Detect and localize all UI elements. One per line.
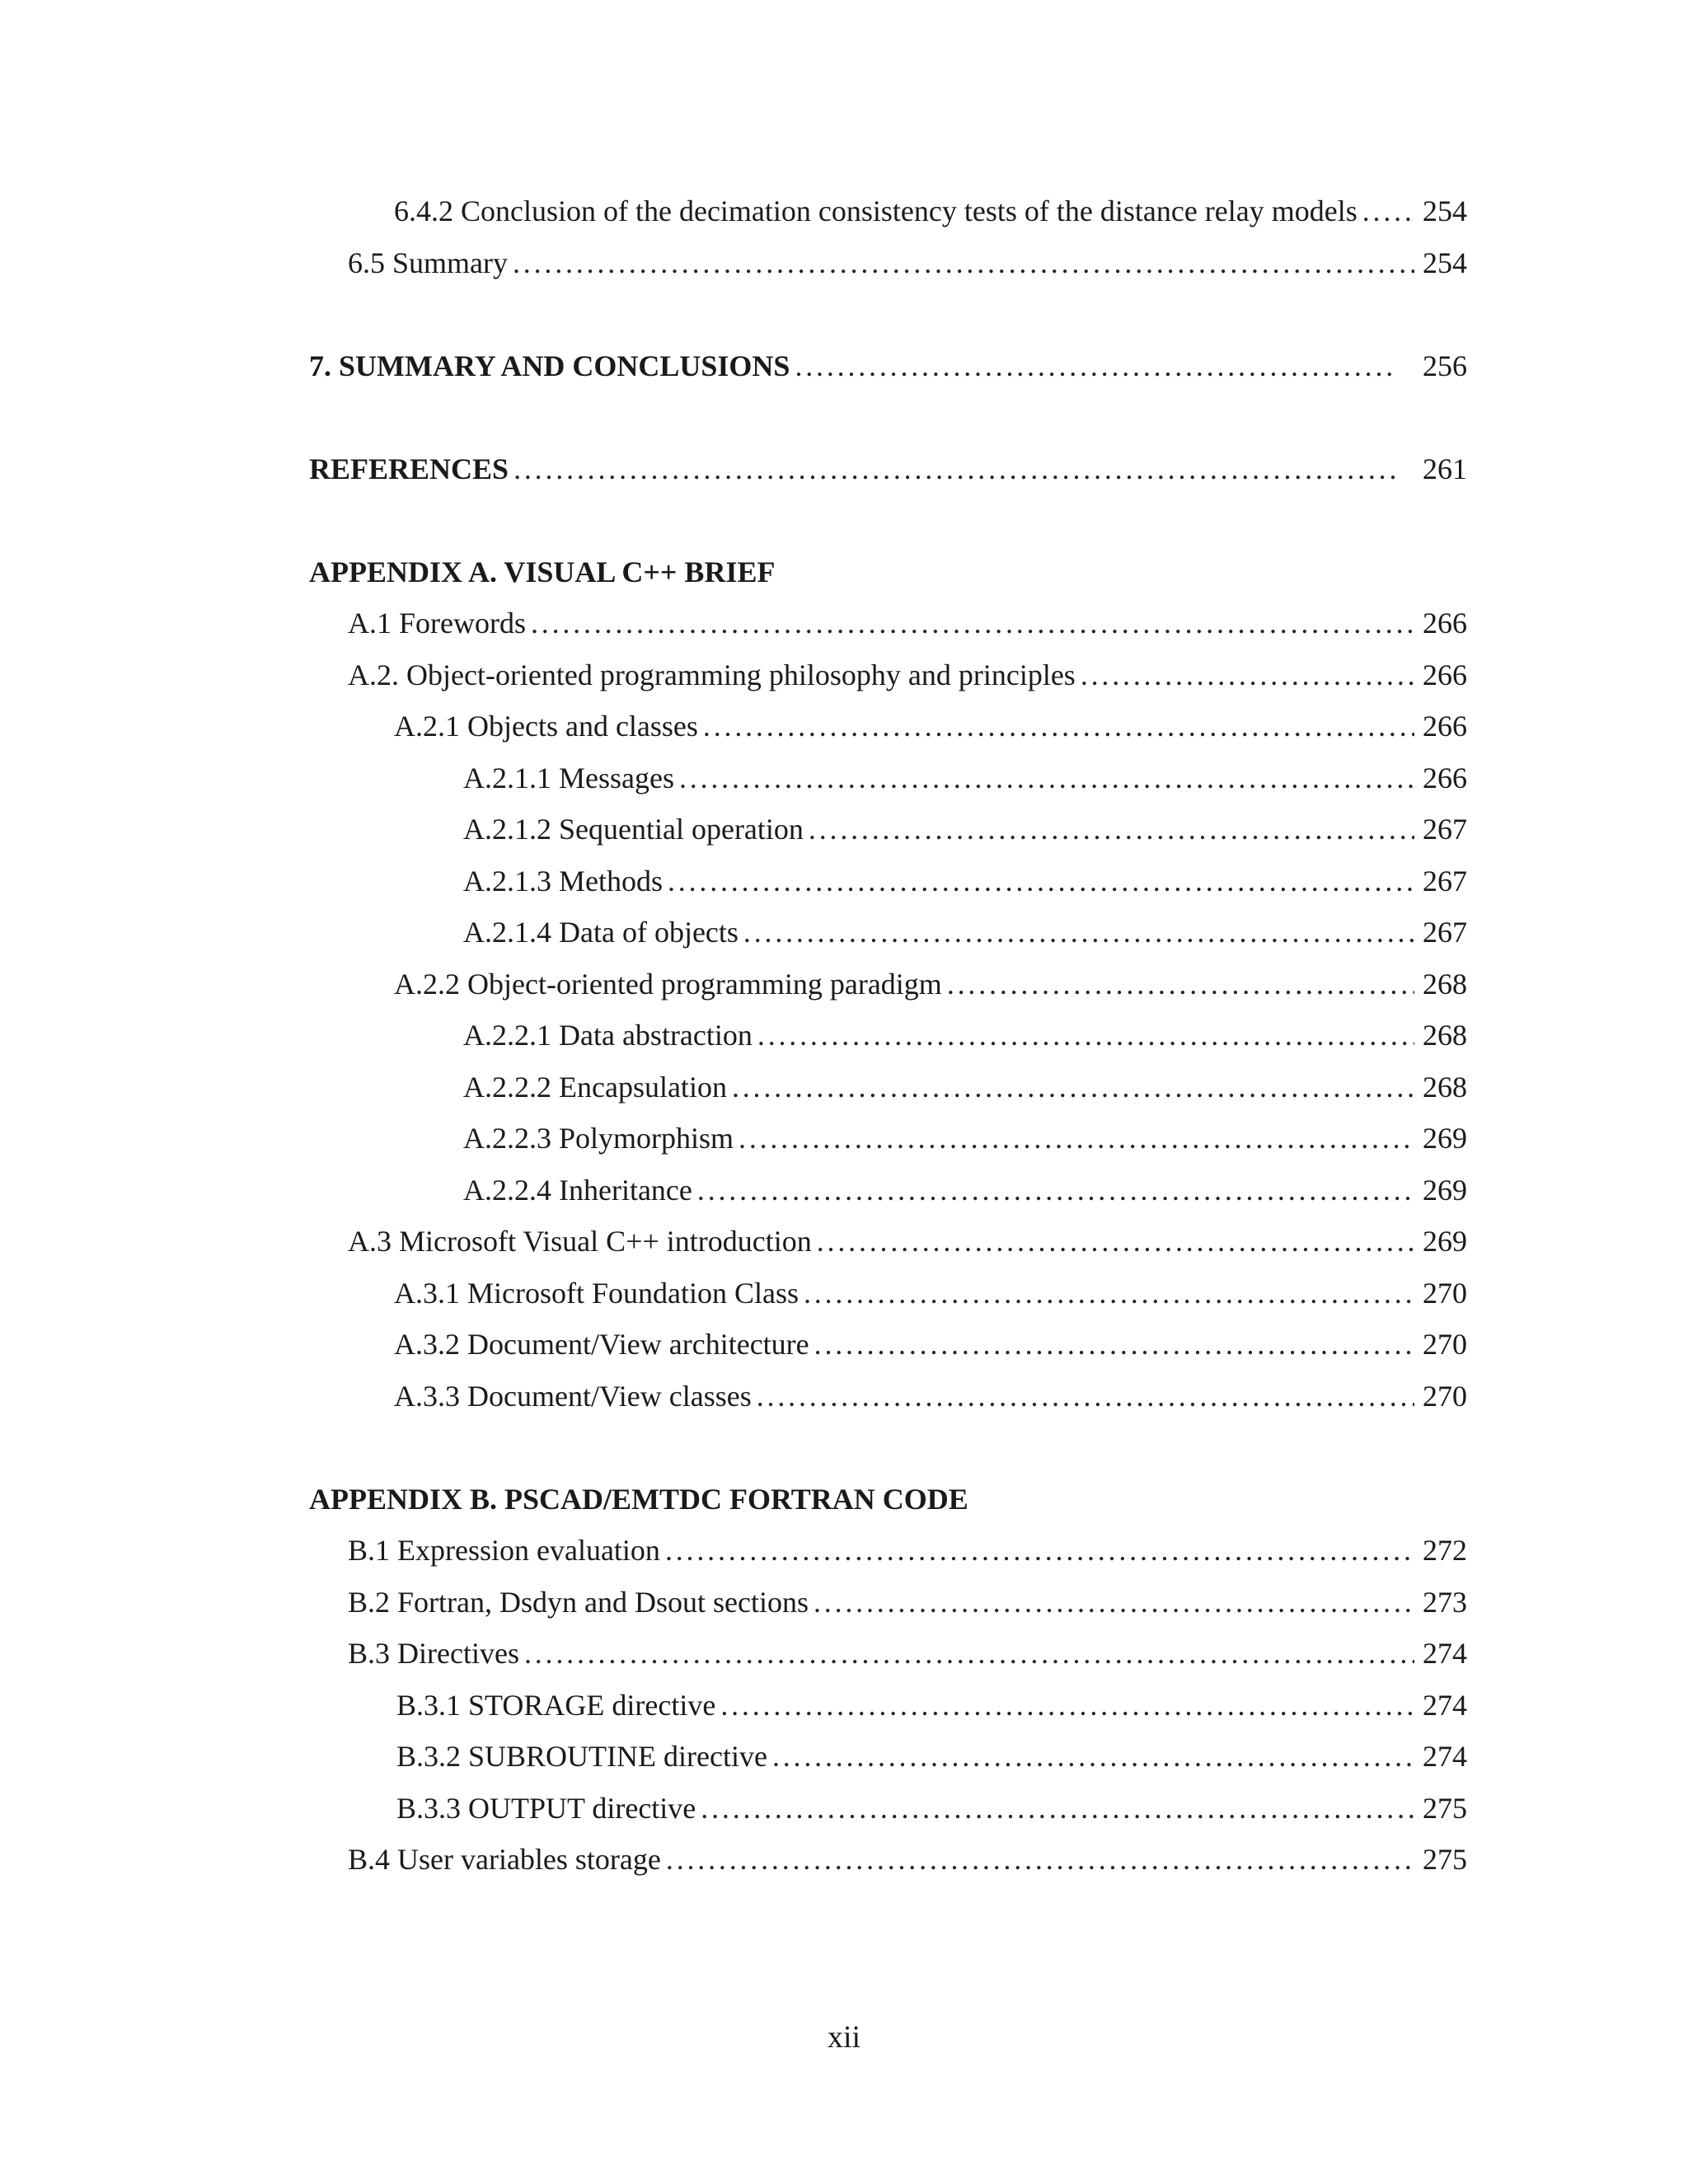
toc-entry xyxy=(348,603,1467,643)
dot-leader xyxy=(814,1324,1414,1364)
toc-entry-label: A.2.2 Object-oriented programming paradigm xyxy=(394,968,942,1001)
toc-entry-page: 266 xyxy=(1423,762,1467,794)
toc-entry-label: 6.5 Summary xyxy=(348,246,508,279)
toc-entry-page: 268 xyxy=(1423,1071,1467,1104)
toc-entry-page: 270 xyxy=(1423,1277,1467,1310)
dot-leader xyxy=(732,1067,1414,1107)
toc-entry-label: A.2.2.3 Polymorphism xyxy=(463,1122,734,1155)
toc-entry-label: B.4 User variables storage xyxy=(348,1843,661,1876)
dot-leader xyxy=(817,1221,1414,1261)
toc-entry xyxy=(394,1273,1467,1313)
toc-entry xyxy=(348,1530,1467,1570)
toc-entry-label: B.3.1 STORAGE directive xyxy=(396,1689,716,1722)
toc-entry xyxy=(394,191,1467,231)
toc-entry-page: 267 xyxy=(1423,865,1467,898)
dot-leader xyxy=(947,964,1414,1004)
dot-leader xyxy=(814,1582,1414,1622)
toc-entry xyxy=(394,1376,1467,1416)
toc-entry-page: 269 xyxy=(1423,1122,1467,1155)
dot-leader xyxy=(804,1273,1414,1313)
toc-entry-page: 274 xyxy=(1423,1689,1467,1722)
toc-entry xyxy=(463,1015,1467,1055)
toc-entry-label: B.3.2 SUBROUTINE directive xyxy=(396,1740,767,1773)
dot-leader xyxy=(531,603,1414,643)
toc-entry-label: A.2.1.4 Data of objects xyxy=(463,916,738,949)
toc-entry-label: B.3 Directives xyxy=(348,1637,519,1670)
toc-entry-page: 274 xyxy=(1423,1637,1467,1670)
toc-entry-page: 268 xyxy=(1423,968,1467,1001)
page-number: xii xyxy=(827,2020,861,2055)
toc-entry-page: 266 xyxy=(1423,607,1467,640)
toc-entry xyxy=(396,1736,1467,1776)
toc-entry-label: 7. SUMMARY AND CONCLUSIONS xyxy=(309,349,790,382)
toc-entry-page: 261 xyxy=(1423,452,1467,485)
toc-entry xyxy=(463,1067,1467,1107)
toc-chapter-entry xyxy=(309,346,1467,386)
toc-entry-label: A.3.3 Document/View classes xyxy=(394,1380,752,1413)
dot-leader xyxy=(513,243,1414,283)
toc-entry-label: A.3 Microsoft Visual C++ introduction xyxy=(348,1225,812,1258)
dot-leader xyxy=(772,1736,1414,1776)
toc-entry-page: 270 xyxy=(1423,1380,1467,1413)
toc-entry-label: A.2.2.4 Inheritance xyxy=(463,1174,692,1207)
toc-entry-page: 269 xyxy=(1423,1174,1467,1207)
dot-leader xyxy=(1081,655,1414,695)
dot-leader xyxy=(738,1118,1414,1158)
toc-entry-label: B.3.3 OUTPUT directive xyxy=(396,1792,696,1825)
dot-leader xyxy=(701,1788,1414,1828)
dot-leader xyxy=(757,1015,1414,1055)
toc-entry-label: A.2.1.2 Sequential operation xyxy=(463,813,804,846)
appendix-heading: APPENDIX A. VISUAL C++ BRIEF xyxy=(309,555,776,588)
toc-entry xyxy=(463,1118,1467,1158)
toc-entry xyxy=(463,758,1467,798)
toc-entry-label: A.3.2 Document/View architecture xyxy=(394,1328,809,1361)
toc-entry-page: 274 xyxy=(1423,1740,1467,1773)
toc-entry xyxy=(463,809,1467,849)
dot-leader xyxy=(666,1840,1414,1879)
toc-entry-label: A.3.1 Microsoft Foundation Class xyxy=(394,1277,799,1310)
toc-entry-label: A.1 Forewords xyxy=(348,607,526,640)
dot-leader xyxy=(703,706,1414,746)
dot-leader xyxy=(809,809,1414,849)
toc-entry-page: 267 xyxy=(1423,916,1467,949)
dot-leader xyxy=(665,1530,1414,1570)
toc-entry xyxy=(348,243,1467,283)
toc-entry-page: 254 xyxy=(1423,246,1467,279)
toc-entry-label: A.2.2.1 Data abstraction xyxy=(463,1019,753,1052)
dot-leader xyxy=(668,861,1414,901)
dot-leader xyxy=(757,1376,1414,1416)
toc-entry-page: 266 xyxy=(1423,710,1467,743)
toc-entry-page: 267 xyxy=(1423,813,1467,846)
toc-entry xyxy=(348,1633,1467,1673)
dot-leader xyxy=(1362,191,1414,231)
dot-leader xyxy=(513,449,1395,489)
toc-entry xyxy=(396,1685,1467,1725)
dot-leader xyxy=(524,1633,1414,1673)
toc-entry xyxy=(463,912,1467,952)
toc-chapter-entry xyxy=(309,449,1467,489)
toc-entry xyxy=(348,1582,1467,1622)
dot-leader xyxy=(743,912,1414,952)
toc-entry-label: A.2. Object-oriented programming philosophy and principles xyxy=(348,658,1076,691)
toc-entry xyxy=(394,706,1467,746)
toc-entry-page: 275 xyxy=(1423,1792,1467,1825)
toc-entry-page: 270 xyxy=(1423,1328,1467,1361)
toc-entry-label: 6.4.2 Conclusion of the decimation consistency tests of the distance relay models xyxy=(394,194,1357,227)
toc-entry-page: 254 xyxy=(1423,194,1467,227)
toc-entry-label: A.2.2.2 Encapsulation xyxy=(463,1071,727,1104)
toc-entry-page: 256 xyxy=(1423,349,1467,382)
toc-entry xyxy=(348,655,1467,695)
toc-entry-label: B.2 Fortran, Dsdyn and Dsout sections xyxy=(348,1586,809,1619)
toc-entry xyxy=(394,964,1467,1004)
appendix-heading: APPENDIX B. PSCAD/EMTDC FORTRAN CODE xyxy=(309,1483,968,1516)
toc-entry-label: A.2.1.1 Messages xyxy=(463,762,674,794)
toc-entry xyxy=(463,861,1467,901)
toc-entry-page: 269 xyxy=(1423,1225,1467,1258)
toc-entry-label: A.2.1 Objects and classes xyxy=(394,710,698,743)
toc-entry xyxy=(463,1170,1467,1210)
dot-leader xyxy=(697,1170,1414,1210)
dot-leader xyxy=(720,1685,1414,1725)
toc-entry-page: 273 xyxy=(1423,1586,1467,1619)
dot-leader xyxy=(795,346,1395,386)
toc-entry-label: B.1 Expression evaluation xyxy=(348,1534,660,1567)
toc-entry-label: A.2.1.3 Methods xyxy=(463,865,663,898)
toc-entry-page: 275 xyxy=(1423,1843,1467,1876)
toc-entry xyxy=(348,1840,1467,1879)
toc-entry-page: 268 xyxy=(1423,1019,1467,1052)
dot-leader xyxy=(679,758,1414,798)
toc-entry-page: 266 xyxy=(1423,658,1467,691)
toc-entry xyxy=(396,1788,1467,1828)
toc-entry-page: 272 xyxy=(1423,1534,1467,1567)
toc-entry xyxy=(348,1221,1467,1261)
toc-entry-label: REFERENCES xyxy=(309,452,509,485)
toc-entry xyxy=(394,1324,1467,1364)
